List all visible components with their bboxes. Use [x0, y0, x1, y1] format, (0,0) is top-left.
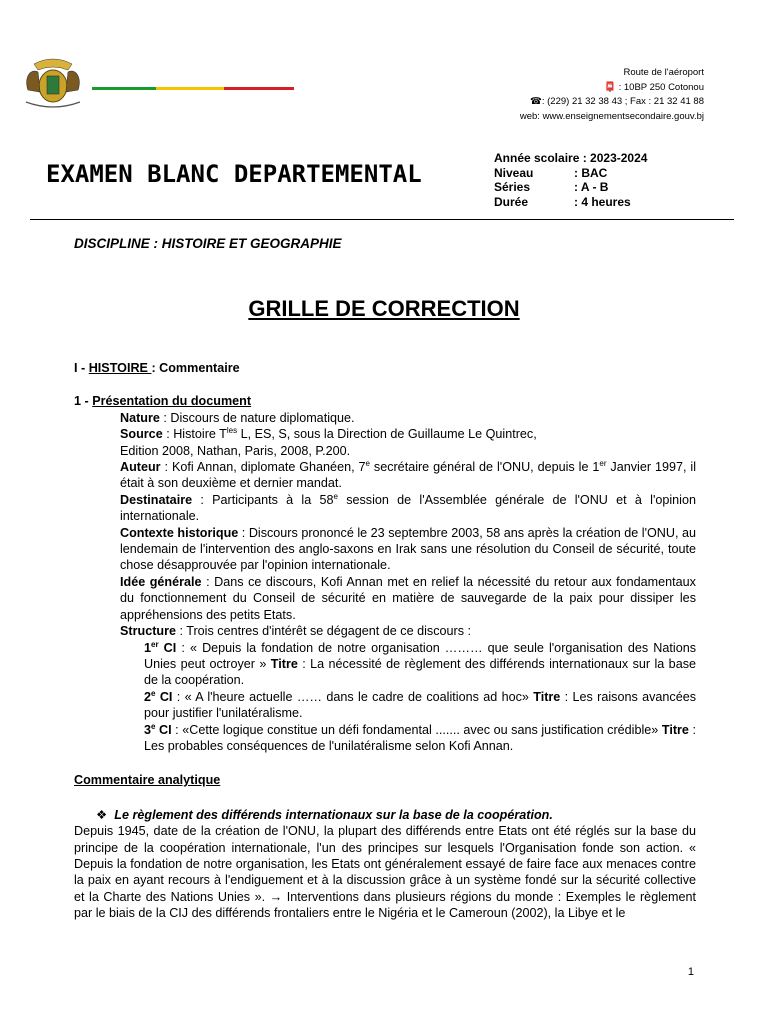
ci-titre-text: : Les probables conséquences de l'unilatéralisme selon Kofi Annan.	[144, 722, 696, 753]
document-body	[74, 360, 696, 922]
field-nature	[74, 410, 696, 426]
ci-titre-text: : Les raisons avancées pour justifier l'unilatéralisme.	[144, 689, 697, 721]
contact-phone: ☎: (229) 21 32 38 43 ; Fax : 21 32 41 88	[530, 96, 704, 107]
field-text: L, ES, S, sous la Direction de Guillaume Le Quintrec,	[237, 427, 537, 442]
header-divider	[30, 219, 734, 220]
superscript: e	[151, 721, 156, 731]
flag-bar-yellow	[156, 87, 224, 90]
superscript: er	[599, 458, 607, 468]
ci-number: 3	[144, 722, 152, 737]
contact-address: Route de l'aéroport	[623, 67, 704, 78]
document-title: GRILLE DE CORRECTION	[248, 296, 520, 321]
meta-key: Année scolaire	[494, 151, 580, 165]
ci-label: CI	[155, 689, 173, 704]
field-auteur	[74, 459, 696, 492]
exam-meta	[494, 151, 647, 209]
superscript: er	[151, 639, 159, 649]
meta-key: Durée	[494, 194, 529, 209]
field-text: : Trois centres d'intérêt se dégagent de ce discours :	[175, 624, 472, 639]
diamond-bullet-icon: ❖	[96, 807, 108, 822]
flag-bar-green	[92, 87, 156, 90]
meta-value: : 2023-2024	[582, 151, 648, 165]
meta-row-year	[494, 151, 647, 166]
field-label: Destinataire	[120, 492, 193, 507]
section-prefix: I -	[74, 361, 89, 375]
field-idee-generale	[74, 574, 696, 623]
superscript: e	[151, 688, 156, 698]
contact-postbox: 📮 : 10BP 250 Cotonou	[604, 81, 704, 93]
ci-titre-label: Titre	[533, 689, 561, 704]
ci-number: 1	[144, 640, 152, 655]
coat-of-arms-logo	[20, 56, 86, 110]
meta-row-level	[494, 166, 647, 181]
meta-key: Niveau	[494, 165, 534, 180]
section-suffix: : Commentaire	[151, 361, 240, 375]
exam-title: EXAMEN BLANC DEPARTEMENTAL	[46, 160, 422, 188]
field-label: Nature	[120, 410, 160, 425]
section-title: HISTOIRE	[88, 361, 152, 375]
ci-label: CI	[155, 722, 172, 737]
field-text: : Discours prononcé le 23 septembre 2003, 58 ans après la création de l'ONU, au lendemain de l'intervention des anglo-saxons en Irak sans une résolution du Conseil de sécurité, toute chose désapprouvée par l'opinion internationale.	[120, 525, 696, 573]
bullet-heading	[74, 807, 696, 823]
discipline-label: DISCIPLINE : HISTOIRE ET GEOGRAPHIE	[74, 236, 342, 251]
field-text: Janvier 1997, il était à son deuxième et dernier mandat.	[120, 460, 696, 491]
field-text: session de l'Assemblée générale de l'ONU et à l'opinion internationale.	[120, 492, 696, 524]
field-label: Structure	[120, 624, 176, 639]
ci-item-1	[74, 640, 696, 689]
contact-web: web: www.enseignementsecondaire.gouv.bj	[519, 110, 704, 122]
meta-row-series	[494, 180, 647, 195]
field-text: : Kofi Annan, diplomate Ghanéen, 7	[160, 460, 366, 475]
ci-titre-label: Titre	[661, 722, 689, 737]
section-heading-histoire	[74, 360, 696, 376]
ci-quote: : «Cette logique constitue un défi fondamental ....... avec ou sans justification crédible»	[171, 722, 662, 737]
bullet-text: Le règlement des différends internationaux sur la base de la coopération.	[114, 807, 553, 822]
field-text: : Histoire T	[162, 427, 227, 442]
subsection-title: Présentation du document	[92, 394, 252, 409]
meta-row-duration	[494, 195, 647, 210]
field-label: Contexte historique	[120, 525, 239, 540]
field-text: Edition 2008, Nathan, Paris, 2008, P.200.	[120, 443, 351, 458]
field-text: : Discours de nature diplomatique.	[159, 410, 355, 425]
body-paragraph: Depuis 1945, date de la création de l'ONU, la plupart des différends entre Etats ont été réglés sur la base du principe de la coopération internationale, l'un des principes sur lesquels l'Organisation fonde son action. « Depuis la fondation de notre organisation, les Etats ont généralement essayé de faire face aux menaces contre la paix en ayant recours à l'endiguement et à la discussion grâce à un système fondé sur la sécurité collective et la Charte des Nations Unies ». → Interventions dans plusieurs régions du monde : Exemples le règlement par le biais de la CIJ des différends frontaliers entre le Nigéria et le Cameroun (2002), la Libye et le	[74, 824, 696, 921]
superscript: e	[333, 491, 338, 501]
superscript: e	[365, 458, 370, 468]
flag-bar-red	[224, 87, 294, 90]
superscript: les	[226, 426, 238, 436]
meta-key: Séries	[494, 180, 531, 194]
field-text: : Participants à la 58	[192, 492, 334, 507]
contact-block	[520, 66, 704, 124]
ci-item-2	[74, 689, 696, 722]
field-destinataire	[74, 492, 696, 525]
field-source	[74, 426, 696, 459]
meta-value: : A - B	[574, 180, 609, 194]
page-number: 1	[687, 966, 694, 978]
ci-quote: : « A l'heure actuelle …… dans le cadre de coalitions ad hoc»	[172, 689, 534, 704]
ci-quote: : « Depuis la fondation de notre organisation ……… que seule l'organisation des Nations Unies peut octroyer »	[144, 640, 696, 671]
ci-titre-text: : La nécessité de règlement des différends internationaux sur la base de la coopération.	[144, 656, 696, 688]
meta-value: : BAC	[574, 165, 608, 180]
field-text: secrétaire général de l'ONU, depuis le 1	[369, 460, 600, 475]
ci-label: CI	[158, 640, 177, 655]
ci-number: 2	[144, 689, 152, 704]
field-label: Idée générale	[120, 574, 202, 589]
field-label: Auteur	[120, 460, 161, 475]
commentaire-analytique-heading: Commentaire analytique	[74, 773, 221, 788]
field-structure	[74, 623, 696, 639]
subsection-heading-presentation	[74, 393, 696, 409]
meta-value: : 4 heures	[574, 194, 631, 209]
field-contexte	[74, 525, 696, 574]
field-label: Source	[120, 427, 163, 442]
subsection-prefix: 1 -	[74, 394, 93, 409]
field-text: : Dans ce discours, Kofi Annan met en relief la nécessité du retour aux fondamentaux du fonctionnement du Conseil de sécurité en matière de sauvegarde de la paix pour dissiper les appréhensions des petits Etats.	[120, 574, 696, 622]
ci-item-3	[74, 722, 696, 755]
ci-titre-label: Titre	[270, 656, 298, 671]
